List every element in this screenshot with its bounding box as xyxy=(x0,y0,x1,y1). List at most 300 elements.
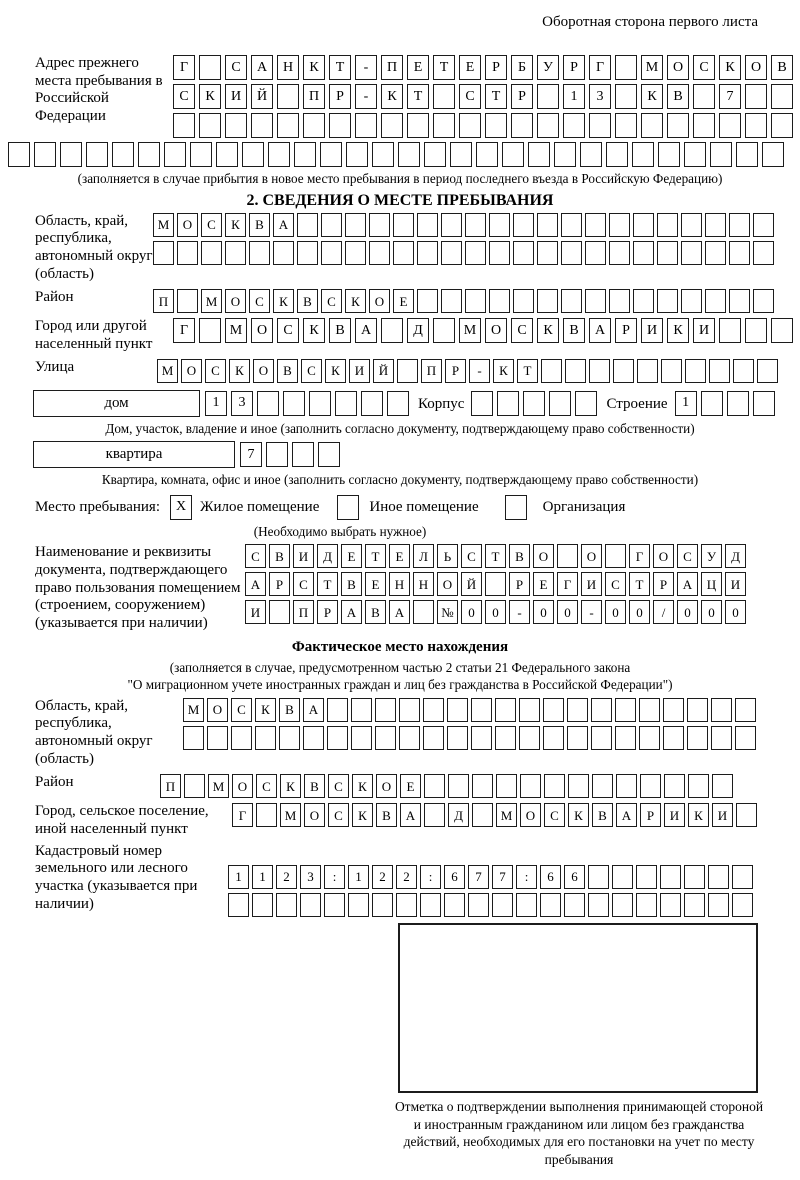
char-box: Т xyxy=(407,84,429,109)
char-box xyxy=(450,142,472,167)
char-box: М xyxy=(641,55,663,80)
section2-title: 2. СВЕДЕНИЯ О МЕСТЕ ПРЕБЫВАНИЯ xyxy=(246,191,554,209)
char-box xyxy=(636,865,657,889)
char-box xyxy=(588,865,609,889)
prev-address-label: Адрес прежнего места пребывания в Российской Федерации xyxy=(35,55,163,125)
char-box xyxy=(351,726,372,750)
char-box xyxy=(492,893,513,917)
korpus-label: Корпус xyxy=(418,395,465,412)
char-box: С xyxy=(677,544,698,568)
fact-district-label: Район xyxy=(35,774,74,791)
char-box xyxy=(387,391,409,416)
char-box xyxy=(537,241,558,265)
char-box xyxy=(138,142,160,167)
char-box: И xyxy=(725,572,746,596)
char-box xyxy=(541,359,562,383)
char-box xyxy=(448,774,469,798)
char-box xyxy=(283,391,305,416)
char-box xyxy=(708,893,729,917)
char-box xyxy=(549,391,571,416)
char-box: М xyxy=(208,774,229,798)
char-box xyxy=(348,893,369,917)
char-box: В xyxy=(341,572,362,596)
char-box xyxy=(633,213,654,237)
char-box xyxy=(228,893,249,917)
apartment-field xyxy=(33,441,800,468)
char-box xyxy=(636,893,657,917)
char-box xyxy=(297,241,318,265)
char-box: С xyxy=(459,84,481,109)
char-box: О xyxy=(581,544,602,568)
apartment-type-box: квартира xyxy=(33,441,235,468)
fact-region-label: Область, край, республика, автономный округ (область) xyxy=(35,697,153,767)
char-box: Д xyxy=(407,318,429,343)
char-box xyxy=(561,289,582,313)
document-row-3 xyxy=(245,600,746,624)
char-box xyxy=(663,726,684,750)
char-box xyxy=(687,698,708,722)
char-box xyxy=(424,774,445,798)
char-box xyxy=(381,113,403,138)
char-box xyxy=(537,213,558,237)
char-box xyxy=(465,241,486,265)
char-box xyxy=(693,113,715,138)
char-box xyxy=(658,142,680,167)
char-box: Т xyxy=(485,544,506,568)
char-box: О xyxy=(667,55,689,80)
char-box xyxy=(567,698,588,722)
char-box: : xyxy=(516,865,537,889)
char-box: Р xyxy=(485,55,507,80)
char-box: М xyxy=(157,359,178,383)
char-box xyxy=(565,359,586,383)
char-box: В xyxy=(592,803,613,827)
char-box: В xyxy=(563,318,585,343)
char-box xyxy=(523,391,545,416)
char-box xyxy=(633,289,654,313)
char-box: Л xyxy=(413,544,434,568)
char-box xyxy=(543,698,564,722)
char-box: Р xyxy=(269,572,290,596)
char-box xyxy=(256,803,277,827)
char-box xyxy=(711,726,732,750)
char-box xyxy=(372,142,394,167)
char-box: К xyxy=(688,803,709,827)
char-box xyxy=(468,893,489,917)
char-box xyxy=(485,113,507,138)
char-box: А xyxy=(400,803,421,827)
char-box xyxy=(639,698,660,722)
char-box xyxy=(369,213,390,237)
prev-address-rows xyxy=(173,55,793,138)
char-box xyxy=(459,113,481,138)
char-box: В xyxy=(376,803,397,827)
char-box: С xyxy=(231,698,252,722)
char-box: К xyxy=(273,289,294,313)
char-box xyxy=(207,726,228,750)
char-box xyxy=(663,698,684,722)
char-box: Р xyxy=(445,359,466,383)
char-box xyxy=(471,698,492,722)
char-box: О xyxy=(369,289,390,313)
char-box: Г xyxy=(173,318,195,343)
char-box: № xyxy=(437,600,458,624)
char-box xyxy=(321,213,342,237)
char-box: О xyxy=(437,572,458,596)
char-box xyxy=(495,698,516,722)
char-box xyxy=(399,726,420,750)
char-box: Д xyxy=(317,544,338,568)
char-box xyxy=(520,774,541,798)
char-box xyxy=(705,213,726,237)
char-box xyxy=(489,213,510,237)
char-box xyxy=(753,289,774,313)
char-box xyxy=(711,698,732,722)
fact-city-row xyxy=(232,803,757,827)
district-row xyxy=(153,289,774,313)
char-box: Е xyxy=(389,544,410,568)
char-box xyxy=(641,113,663,138)
char-box: В xyxy=(667,84,689,109)
char-box xyxy=(681,213,702,237)
char-box xyxy=(441,213,462,237)
char-box xyxy=(564,893,585,917)
char-box: Н xyxy=(413,572,434,596)
char-box: Г xyxy=(232,803,253,827)
char-box: 7 xyxy=(492,865,513,889)
char-box xyxy=(327,698,348,722)
char-box xyxy=(605,544,626,568)
prev-address-row-1 xyxy=(173,55,793,80)
char-box: К xyxy=(568,803,589,827)
actual-location-note-2: "О миграционном учете иностранных граждан и лиц без гражданства в Российской Федерации") xyxy=(127,677,673,693)
street-field xyxy=(0,359,800,383)
char-box xyxy=(554,142,576,167)
char-box xyxy=(303,113,325,138)
char-box: К xyxy=(229,359,250,383)
district-label: Район xyxy=(35,289,74,306)
fact-region-rows xyxy=(183,698,756,750)
char-box xyxy=(153,241,174,265)
cadastral-row-2 xyxy=(228,893,753,917)
char-box: О xyxy=(533,544,554,568)
char-box: 1 xyxy=(348,865,369,889)
char-box: И xyxy=(225,84,247,109)
char-box xyxy=(585,289,606,313)
prev-address-row-4 xyxy=(8,142,800,167)
char-box: В xyxy=(269,544,290,568)
char-box: О xyxy=(520,803,541,827)
char-box: В xyxy=(277,359,298,383)
char-box: 3 xyxy=(300,865,321,889)
char-box xyxy=(592,774,613,798)
char-box: С xyxy=(321,289,342,313)
char-box: С xyxy=(277,318,299,343)
char-box xyxy=(609,289,630,313)
char-box xyxy=(753,391,775,416)
char-box: П xyxy=(160,774,181,798)
char-box: / xyxy=(653,600,674,624)
char-box: К xyxy=(352,774,373,798)
char-box xyxy=(471,391,493,416)
char-box xyxy=(268,142,290,167)
char-box xyxy=(199,113,221,138)
char-box: М xyxy=(496,803,517,827)
char-box xyxy=(511,113,533,138)
char-box: 1 xyxy=(675,391,697,416)
char-box xyxy=(687,726,708,750)
char-box xyxy=(369,241,390,265)
region-rows xyxy=(153,213,774,265)
city-label: Город или другой населенный пункт xyxy=(35,318,153,352)
char-box: О xyxy=(253,359,274,383)
document-field xyxy=(0,544,800,632)
char-box: А xyxy=(616,803,637,827)
char-box xyxy=(615,84,637,109)
char-box xyxy=(351,698,372,722)
char-box: 2 xyxy=(276,865,297,889)
char-box xyxy=(736,142,758,167)
char-box xyxy=(735,726,756,750)
char-box: У xyxy=(701,544,722,568)
char-box: И xyxy=(293,544,314,568)
char-box xyxy=(513,213,534,237)
char-box xyxy=(639,726,660,750)
char-box xyxy=(585,241,606,265)
char-box xyxy=(528,142,550,167)
char-box xyxy=(664,774,685,798)
char-box: Р xyxy=(511,84,533,109)
checkbox-zhiloe: X xyxy=(170,495,192,520)
char-box: С xyxy=(461,544,482,568)
char-box xyxy=(753,213,774,237)
option-label-zhiloe: Жилое помещение xyxy=(200,498,320,515)
char-box: : xyxy=(324,865,345,889)
char-box xyxy=(300,893,321,917)
char-box xyxy=(615,726,636,750)
char-box: К xyxy=(280,774,301,798)
char-box xyxy=(375,698,396,722)
char-box: Д xyxy=(448,803,469,827)
char-box xyxy=(201,241,222,265)
char-box xyxy=(771,84,793,109)
char-box xyxy=(684,893,705,917)
char-box: А xyxy=(303,698,324,722)
char-box: В xyxy=(297,289,318,313)
apartment-number-row xyxy=(240,442,340,467)
char-box xyxy=(736,803,757,827)
char-box: 2 xyxy=(372,865,393,889)
char-box: К xyxy=(303,318,325,343)
char-box xyxy=(496,774,517,798)
char-box xyxy=(190,142,212,167)
char-box: О xyxy=(177,213,198,237)
char-box: : xyxy=(420,865,441,889)
option-label-inoe: Иное помещение xyxy=(369,498,479,515)
char-box xyxy=(329,113,351,138)
char-box xyxy=(112,142,134,167)
char-box: 2 xyxy=(396,865,417,889)
char-box: В xyxy=(279,698,300,722)
char-box xyxy=(318,442,340,467)
char-box xyxy=(444,893,465,917)
char-box xyxy=(489,241,510,265)
region-label: Область, край, республика, автономный округ (область) xyxy=(35,212,153,282)
stamp-note: Отметка о подтверждении выполнения принимающей стороной и иностранным гражданином или лицом без гражданства действий, необходимых для его постановки на учет по месту пребывания xyxy=(394,1098,764,1168)
char-box xyxy=(771,318,793,343)
house-type-box: дом xyxy=(33,390,200,417)
char-box xyxy=(173,113,195,138)
char-box xyxy=(516,893,537,917)
char-box xyxy=(735,698,756,722)
char-box: Й xyxy=(373,359,394,383)
char-box xyxy=(540,893,561,917)
char-box: - xyxy=(469,359,490,383)
char-box: Т xyxy=(365,544,386,568)
char-box xyxy=(279,726,300,750)
char-box: С xyxy=(225,55,247,80)
char-box: 1 xyxy=(252,865,273,889)
char-box: О xyxy=(485,318,507,343)
char-box: Б xyxy=(511,55,533,80)
char-box xyxy=(231,726,252,750)
char-box xyxy=(465,213,486,237)
char-box xyxy=(465,289,486,313)
char-box xyxy=(327,726,348,750)
char-box xyxy=(543,726,564,750)
district-field xyxy=(0,289,800,313)
char-box: Р xyxy=(653,572,674,596)
stay-place-label: Место пребывания: xyxy=(35,498,160,515)
char-box: В xyxy=(329,318,351,343)
char-box: Т xyxy=(485,84,507,109)
char-box xyxy=(225,113,247,138)
char-box xyxy=(34,142,56,167)
char-box xyxy=(346,142,368,167)
char-box xyxy=(519,698,540,722)
street-label: Улица xyxy=(35,358,75,375)
char-box xyxy=(561,213,582,237)
char-box: С xyxy=(544,803,565,827)
char-box xyxy=(393,213,414,237)
cadastral-row-1 xyxy=(228,865,753,889)
char-box: Е xyxy=(341,544,362,568)
char-box: 3 xyxy=(231,391,253,416)
prev-address-note: (заполняется в случае прибытия в новое место пребывания в период последнего въезда в Российскую Федерацию) xyxy=(77,171,723,186)
char-box xyxy=(417,289,438,313)
char-box xyxy=(424,803,445,827)
char-box xyxy=(557,544,578,568)
char-box xyxy=(277,113,299,138)
char-box: 0 xyxy=(629,600,650,624)
char-box xyxy=(591,726,612,750)
char-box: В xyxy=(249,213,270,237)
char-box xyxy=(433,318,455,343)
char-box xyxy=(640,774,661,798)
char-box: Т xyxy=(317,572,338,596)
char-box: Н xyxy=(277,55,299,80)
char-box xyxy=(396,893,417,917)
region-row-1 xyxy=(153,213,774,237)
char-box xyxy=(661,359,682,383)
char-box: - xyxy=(581,600,602,624)
char-box: Е xyxy=(365,572,386,596)
char-box: К xyxy=(199,84,221,109)
char-box: Е xyxy=(459,55,481,80)
char-box xyxy=(417,241,438,265)
char-box: 7 xyxy=(719,84,741,109)
char-box xyxy=(633,241,654,265)
char-box xyxy=(249,241,270,265)
char-box xyxy=(177,241,198,265)
char-box: П xyxy=(303,84,325,109)
char-box: П xyxy=(381,55,403,80)
char-box: К xyxy=(345,289,366,313)
house-field xyxy=(33,390,800,417)
house-note: Дом, участок, владение и иное (заполнить согласно документу, подтверждающему право собственности) xyxy=(105,420,695,436)
char-box xyxy=(585,213,606,237)
char-box xyxy=(269,600,290,624)
char-box xyxy=(568,774,589,798)
char-box xyxy=(423,698,444,722)
char-box: И xyxy=(641,318,663,343)
char-box xyxy=(733,359,754,383)
char-box xyxy=(86,142,108,167)
stay-place-field xyxy=(35,495,800,520)
char-box: О xyxy=(653,544,674,568)
char-box xyxy=(519,726,540,750)
char-box xyxy=(701,391,723,416)
char-box xyxy=(729,289,750,313)
char-box: А xyxy=(251,55,273,80)
char-box xyxy=(184,774,205,798)
char-box: К xyxy=(719,55,741,80)
char-box: С xyxy=(173,84,195,109)
char-box: К xyxy=(493,359,514,383)
char-box xyxy=(502,142,524,167)
char-box xyxy=(361,391,383,416)
char-box: 1 xyxy=(205,391,227,416)
char-box xyxy=(688,774,709,798)
char-box xyxy=(276,893,297,917)
char-box: С xyxy=(328,803,349,827)
char-box xyxy=(472,774,493,798)
char-box xyxy=(712,774,733,798)
char-box xyxy=(637,359,658,383)
char-box: К xyxy=(325,359,346,383)
char-box: У xyxy=(537,55,559,80)
char-box xyxy=(273,241,294,265)
korpus-row xyxy=(471,391,597,416)
char-box: П xyxy=(421,359,442,383)
char-box: А xyxy=(273,213,294,237)
char-box: А xyxy=(245,572,266,596)
char-box xyxy=(252,893,273,917)
char-box: А xyxy=(389,600,410,624)
char-box xyxy=(544,774,565,798)
char-box: 6 xyxy=(540,865,561,889)
char-box xyxy=(485,572,506,596)
char-box xyxy=(705,241,726,265)
fact-region-row-2 xyxy=(183,726,756,750)
char-box xyxy=(732,893,753,917)
char-box xyxy=(745,84,767,109)
char-box xyxy=(513,289,534,313)
char-box: А xyxy=(589,318,611,343)
char-box xyxy=(447,698,468,722)
char-box: А xyxy=(341,600,362,624)
char-box xyxy=(433,113,455,138)
